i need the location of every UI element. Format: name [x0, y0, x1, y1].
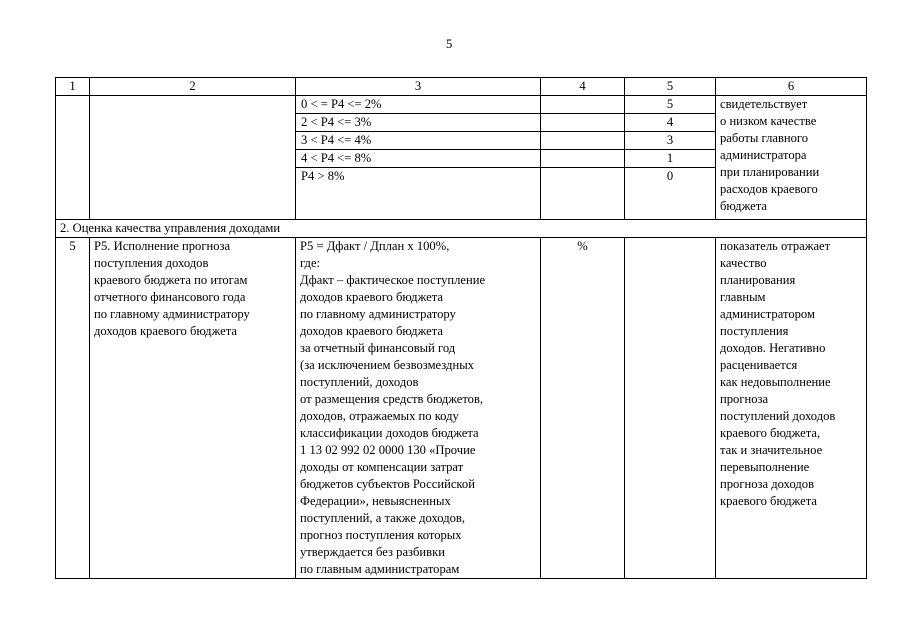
table-row — [56, 238, 867, 579]
section-title: 2. Оценка качества управления доходами — [56, 220, 867, 238]
formula-line: по главному администратору — [300, 307, 456, 321]
comment-line: планирования — [720, 273, 796, 287]
comment-line: администратора — [720, 148, 807, 162]
comment-line: качество — [720, 256, 767, 270]
unit-cell — [541, 132, 625, 150]
comment-line: прогноза доходов — [720, 477, 815, 491]
col-header: 6 — [716, 78, 867, 96]
formula-line: по главным администраторам — [300, 562, 460, 576]
formula-line: классификации доходов бюджета — [300, 426, 479, 440]
col-header: 4 — [541, 78, 625, 96]
comment-line: главным — [720, 290, 766, 304]
formula-line: доходов, отражаемых по коду — [300, 409, 459, 423]
formula-line: (за исключением безвозмездных — [300, 358, 474, 372]
formula-line: доходов краевого бюджета — [300, 324, 443, 338]
score-cell — [625, 238, 716, 579]
name-line: доходов краевого бюджета — [94, 324, 237, 338]
score-cell: 1 — [625, 150, 716, 168]
col-header: 2 — [90, 78, 296, 96]
formula-line: где: — [300, 256, 321, 270]
name-line: отчетного финансового года — [94, 290, 246, 304]
row-number: 5 — [56, 238, 90, 579]
formula-cell — [296, 238, 541, 579]
comment-line: как недовыполнение — [720, 375, 831, 389]
comment-line: администратором — [720, 307, 815, 321]
comment-line: поступления — [720, 324, 789, 338]
formula-line: Дфакт – фактическое поступление — [300, 273, 486, 287]
comment-line: показатель отражает — [720, 239, 831, 253]
indicators-table — [55, 77, 867, 579]
comment-line: прогноза — [720, 392, 769, 406]
formula-line: доходов краевого бюджета — [300, 290, 443, 304]
formula-line: поступлений, доходов — [300, 375, 419, 389]
formula-line: бюджетов субъектов Российской — [300, 477, 475, 491]
comment-line: работы главного — [720, 131, 809, 145]
col-header: 3 — [296, 78, 541, 96]
unit-cell: % — [541, 238, 625, 579]
comment-cell — [716, 238, 867, 579]
col-header: 1 — [56, 78, 90, 96]
page-number: 5 — [446, 37, 453, 51]
formula-line: 1 13 02 992 02 0000 130 «Прочие — [300, 443, 476, 457]
name-line: поступления доходов — [94, 256, 209, 270]
formula-cell: 0 < = P4 <= 2% — [296, 96, 541, 114]
formula-line: доходы от компенсации затрат — [300, 460, 464, 474]
formula-line: от размещения средств бюджетов, — [300, 392, 484, 406]
comment-line: так и значительное — [720, 443, 823, 457]
formula-line: за отчетный финансовый год — [300, 341, 456, 355]
comment-line: свидетельствует — [720, 97, 808, 111]
col-header: 5 — [625, 78, 716, 96]
formula-line: поступлений, а также доходов, — [300, 511, 466, 525]
comment-line: о низком качестве — [720, 114, 817, 128]
formula-line: Федерации», невыясненных — [300, 494, 451, 508]
formula-cell: 2 < P4 <= 3% — [296, 114, 541, 132]
comment-line: краевого бюджета — [720, 494, 818, 508]
formula-cell: P4 > 8% — [296, 168, 541, 220]
comment-line: бюджета — [720, 199, 767, 213]
formula-line: утверждается без разбивки — [300, 545, 445, 559]
comment-line: доходов. Негативно — [720, 341, 826, 355]
score-cell: 0 — [625, 168, 716, 220]
comment-line: расценивается — [720, 358, 798, 372]
formula-line: P5 = Дфакт / Дплан x 100%, — [300, 239, 450, 253]
formula-cell: 4 < P4 <= 8% — [296, 150, 541, 168]
empty-cell — [56, 96, 90, 220]
indicator-name-cell — [90, 238, 296, 579]
comment-line: краевого бюджета, — [720, 426, 821, 440]
score-cell: 3 — [625, 132, 716, 150]
table-row — [56, 96, 867, 114]
unit-cell — [541, 168, 625, 220]
table-header-row — [56, 78, 867, 96]
section-row — [56, 220, 867, 238]
unit-cell — [541, 114, 625, 132]
unit-cell — [541, 150, 625, 168]
formula-cell: 3 < P4 <= 4% — [296, 132, 541, 150]
empty-cell — [90, 96, 296, 220]
comment-line: перевыполнение — [720, 460, 810, 474]
name-line: P5. Исполнение прогноза — [94, 239, 231, 253]
name-line: по главному администратору — [94, 307, 250, 321]
comment-line: при планировании — [720, 165, 820, 179]
unit-cell — [541, 96, 625, 114]
comment-line: поступлений доходов — [720, 409, 836, 423]
comment-cell — [716, 96, 867, 220]
formula-line: прогноз поступления которых — [300, 528, 462, 542]
name-line: краевого бюджета по итогам — [94, 273, 248, 287]
comment-line: расходов краевого — [720, 182, 818, 196]
score-cell: 5 — [625, 96, 716, 114]
score-cell: 4 — [625, 114, 716, 132]
